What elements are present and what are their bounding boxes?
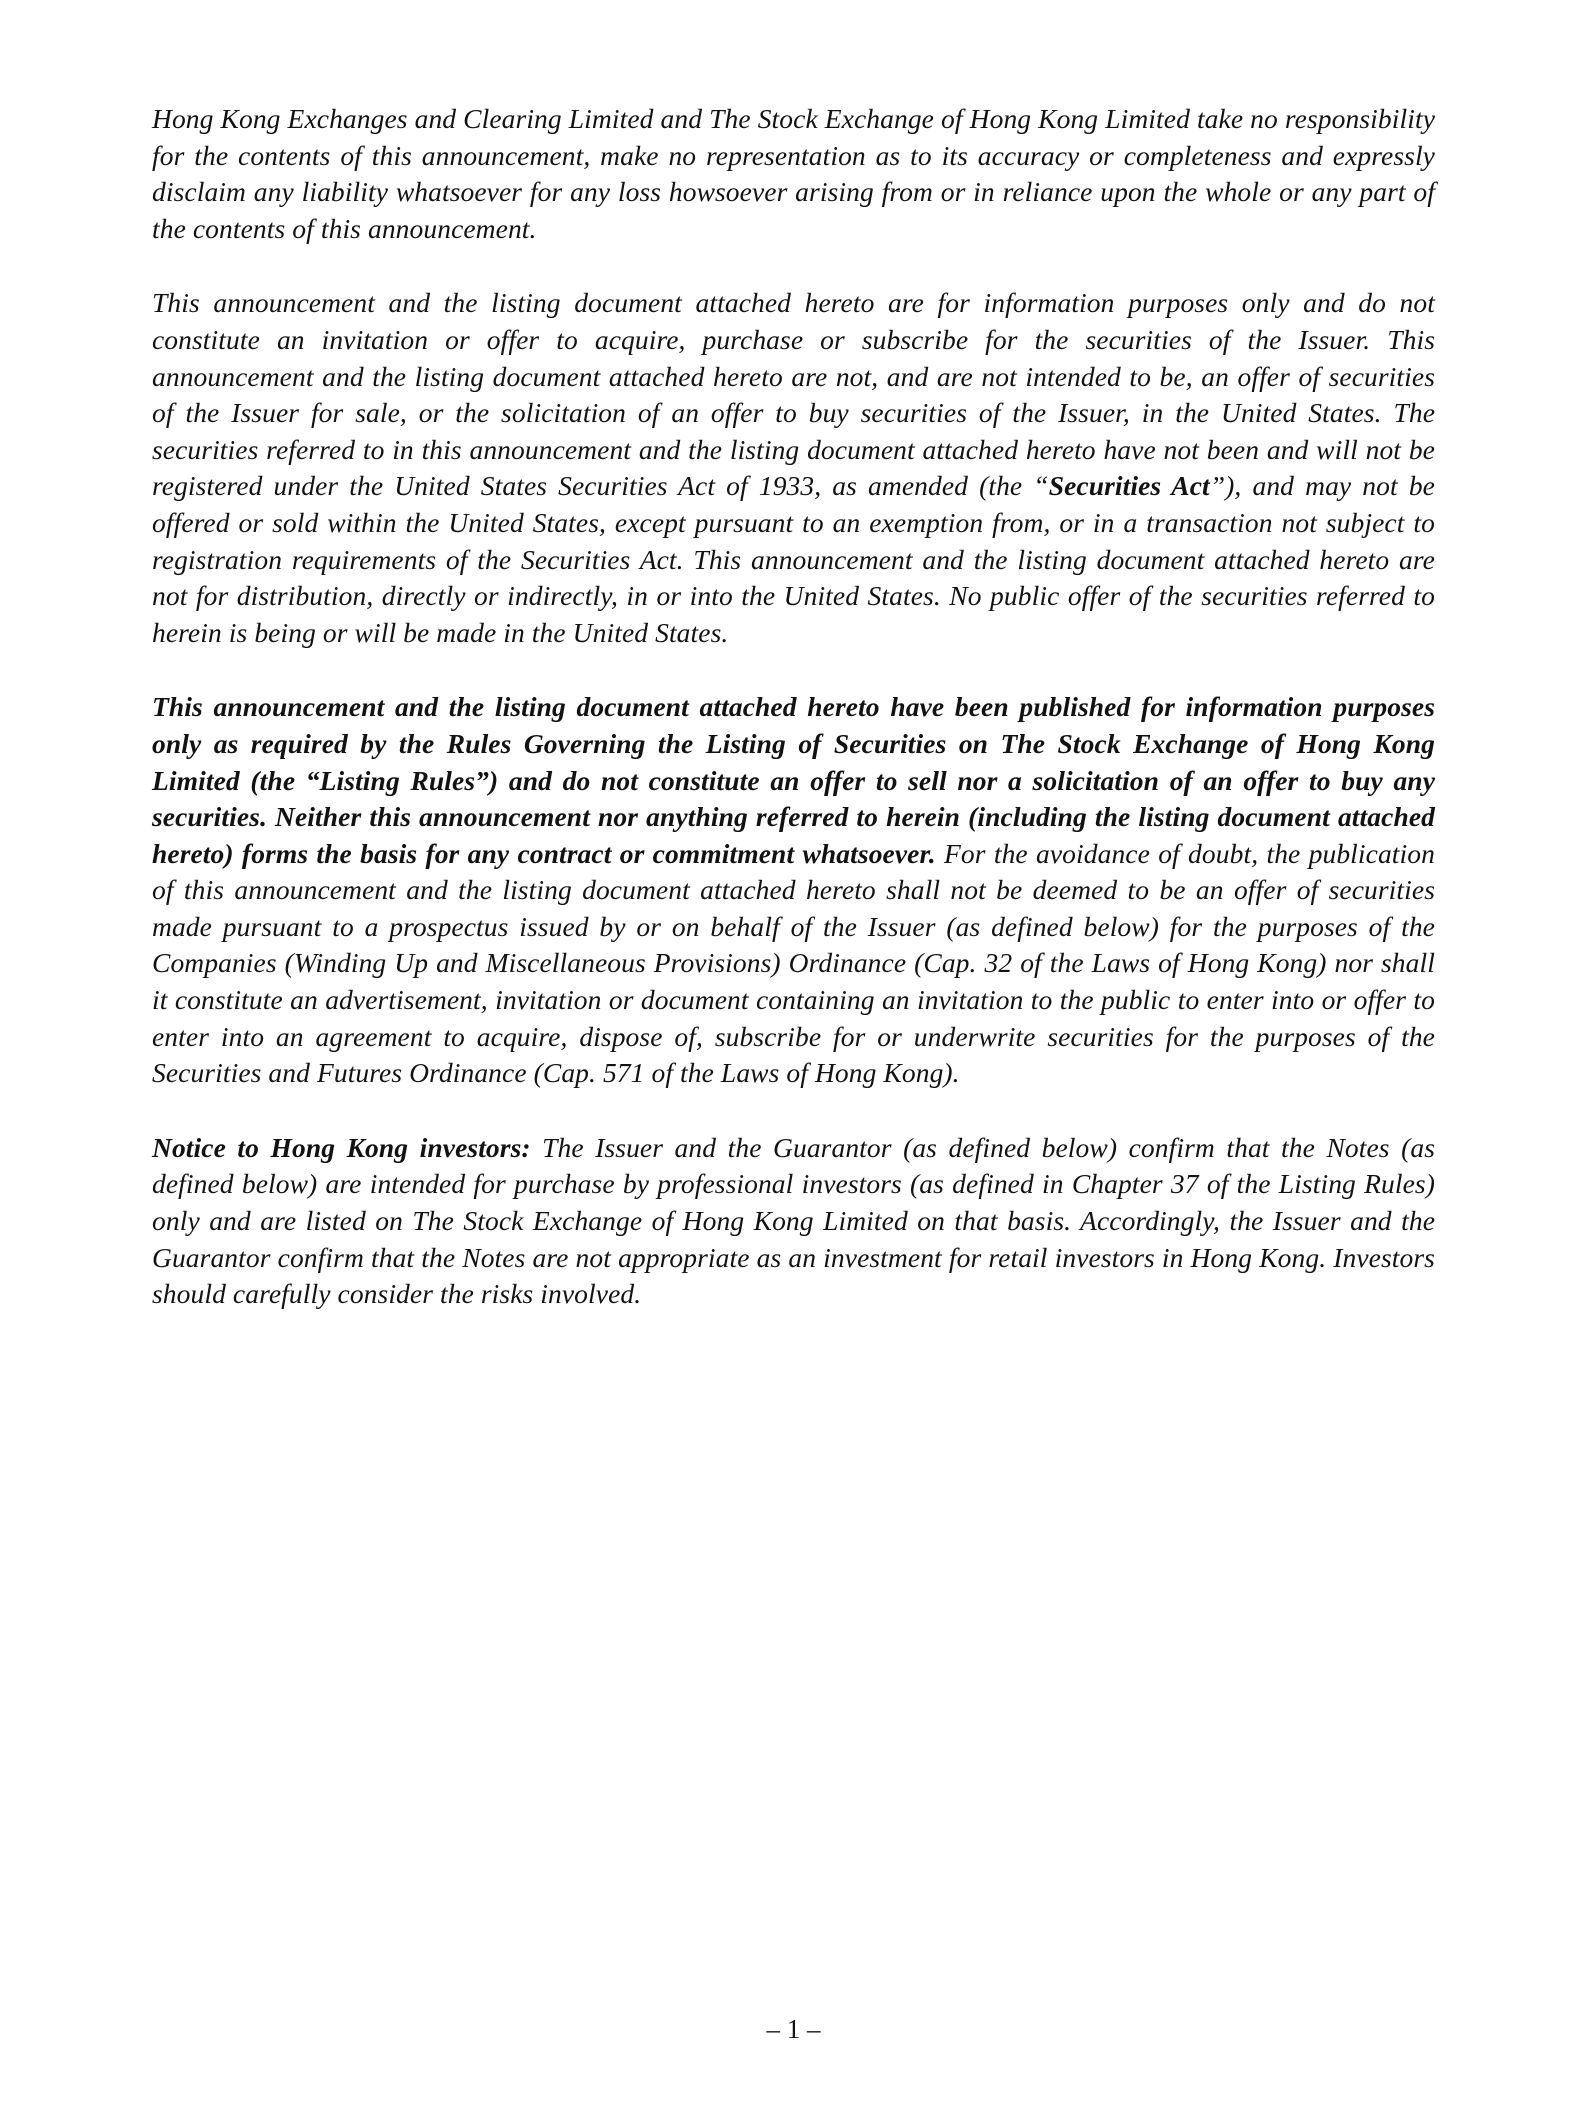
notice-lead-in-label: Notice to Hong Kong investors:: [152, 1131, 531, 1163]
bold-statement-text: This announcement and the listing document attached hereto have been published for information purposes only as required by the Rules Governing the Listing of Securities on The Stock Exchange of Hong Kong Limited (the “Listing Rules”) and do not constitute an offer to sell nor a solicitation of an offer to buy any securities. Neither this announcement nor anything referred to herein (including the listing document attached hereto) forms the basis for any contract or commitment whatsoever.: [152, 691, 1435, 869]
paragraph-text: For the avoidance of doubt, the publication of this announcement and the listing document attached hereto shall not be deemed to be an offer of securities made pursuant to a prospectus issued by or on behalf of the Issuer (as defined below) for the purposes of the Companies (Winding Up and Miscellaneous Provisions) Ordinance (Cap. 32 of the Laws of Hong Kong) nor shall it constitute an advertisement, invitation or document containing an invitation to the public to enter into or offer to enter into an agreement to acquire, dispose of, subscribe for or underwrite securities for the purposes of the Securities and Futures Ordinance (Cap. 571 of the Laws of Hong Kong).: [152, 837, 1435, 1089]
paragraph-text: ”), and may not be offered or sold within the United States, except pursuant to an exemption from, or in a transaction not subject to registration requirements of the Securities Act. This announcement and the listing document attached hereto are not for distribution, directly or indirectly, in or into the United States. No public offer of the securities referred to herein is being or will be made in the United States.: [152, 470, 1435, 648]
defined-term-securities-act: Securities Act: [1048, 470, 1210, 502]
paragraph-hkex-liability-disclaimer: [152, 101, 1435, 247]
page-footer: [0, 2012, 1587, 2046]
paragraph-text: This announcement and the listing document attached hereto are for information purposes only and do not constitute an invitation or offer to acquire, purchase or subscribe for the securities of the Issuer. This announcement and the listing document attached hereto are not, and are not intended to be, an offer of securities of the Issuer for sale, or the solicitation of an offer to buy securities of the Issuer, in the United States. The securities referred to in this announcement and the listing document attached hereto have not been and will not be registered under the United States Securities Act of 1933, as amended (the “: [152, 287, 1435, 502]
page-number: – 1 –: [766, 2014, 821, 2044]
paragraph-us-securities-act-disclaimer: [152, 285, 1435, 651]
paragraph-notice-to-hong-kong-investors: [152, 1130, 1435, 1313]
paragraph-text: Hong Kong Exchanges and Clearing Limited and The Stock Exchange of Hong Kong Limited take no responsibility for the contents of this announcement, make no representation as to its accuracy or completeness and expressly disclaim any liability whatsoever for any loss howsoever arising from or in reliance upon the whole or any part of the contents of this announcement.: [152, 103, 1435, 244]
paragraph-listing-rules-publication-statement: [152, 689, 1435, 1092]
disclaimer-text-block: [152, 101, 1435, 1351]
paragraph-text: The Issuer and the Guarantor (as defined below) confirm that the Notes (as defined below) are intended for purchase by professional investors (as defined in Chapter 37 of the Listing Rules) only and are listed on The Stock Exchange of Hong Kong Limited on that basis. Accordingly, the Issuer and the Guarantor confirm that the Notes are not appropriate as an investment for retail investors in Hong Kong. Investors should carefully consider the risks involved.: [152, 1131, 1436, 1310]
